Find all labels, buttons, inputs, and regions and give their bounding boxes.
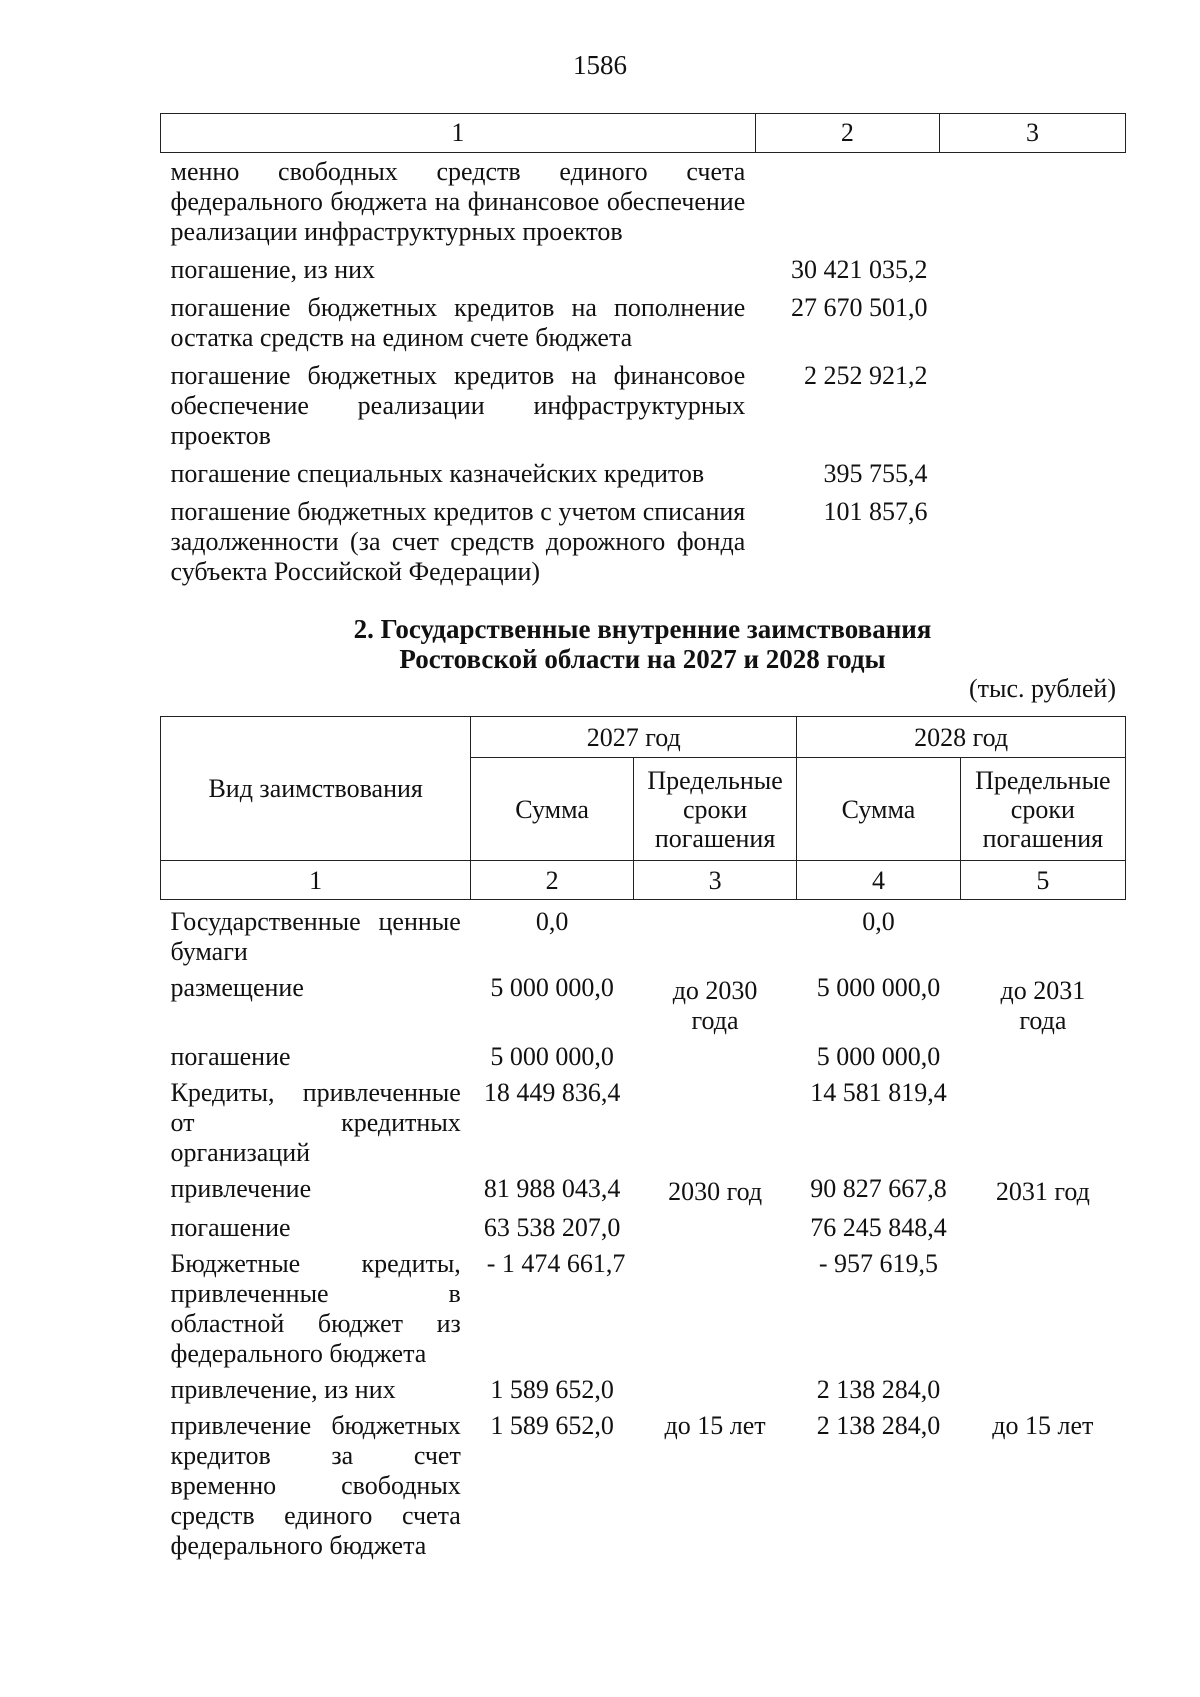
column-number: 5 xyxy=(960,861,1125,900)
row-value xyxy=(755,153,939,252)
column-number: 3 xyxy=(633,861,796,900)
header-sum: Сумма xyxy=(471,758,634,861)
table-row xyxy=(161,1210,1126,1246)
row-term-2028: до 2031 года xyxy=(1000,976,1086,1035)
row-term-2028 xyxy=(960,904,1125,970)
table-row xyxy=(161,289,1126,357)
row-term-2027: до 15 лет xyxy=(664,1411,766,1440)
row-term-2027 xyxy=(633,1039,796,1075)
row-label: менно свободных средств единого счета федерального бюджета на финансовое обеспечение реализации инфраструктурных проектов xyxy=(170,157,746,246)
section-title-line: Ростовской области на 2027 и 2028 годы xyxy=(399,644,886,674)
row-label: размещение xyxy=(170,973,304,1002)
row-label: погашение бюджетных кредитов с учетом списания задолженности (за счет средств дорожного фонда субъекта Российской Федерации) xyxy=(170,497,746,586)
repayment-table xyxy=(160,113,1126,591)
table-header-row xyxy=(161,114,1126,153)
row-sum-2027: 81 988 043,4 xyxy=(483,1174,621,1203)
row-sum-2027: 0,0 xyxy=(535,907,569,936)
row-col3 xyxy=(940,251,1126,289)
table-row xyxy=(161,357,1126,455)
row-label: погашение, из них xyxy=(170,255,376,284)
header-term: Предельные сроки погашения xyxy=(960,758,1125,861)
header-borrowing-type: Вид заимствования xyxy=(161,717,471,861)
table-row xyxy=(161,1246,1126,1372)
row-label: Государственные ценные бумаги xyxy=(170,907,461,966)
page-number: 1586 xyxy=(573,50,627,80)
row-sum-2027: 63 538 207,0 xyxy=(483,1213,621,1242)
table-row xyxy=(161,153,1126,252)
row-sum-2028: 14 581 819,4 xyxy=(810,1078,947,1107)
row-term-2028: до 15 лет xyxy=(992,1411,1094,1440)
row-term-2027: до 2030 года xyxy=(672,976,758,1035)
row-term-2027 xyxy=(633,904,796,970)
table-row xyxy=(161,493,1126,591)
row-sum-2027: 1 589 652,0 xyxy=(490,1375,614,1404)
table-row xyxy=(161,1171,1126,1210)
row-sum-2027: 1 589 652,0 xyxy=(490,1411,614,1440)
column-number: 4 xyxy=(797,861,961,900)
row-sum-2028: 0,0 xyxy=(862,907,895,936)
table-row xyxy=(161,904,1126,970)
table-header-row xyxy=(161,861,1126,900)
row-sum-2028: 2 138 284,0 xyxy=(816,1375,941,1404)
table-row xyxy=(161,1408,1126,1564)
row-label: привлечение xyxy=(170,1174,312,1203)
table-row xyxy=(161,1075,1126,1171)
table-row xyxy=(161,970,1126,1039)
header-sum: Сумма xyxy=(797,758,961,861)
row-value: 30 421 035,2 xyxy=(791,255,928,284)
row-term-2027 xyxy=(633,1246,796,1372)
row-col3 xyxy=(940,493,1126,591)
row-label: погашение специальных казначейских кредитов xyxy=(170,459,705,488)
row-sum-2028: 90 827 667,8 xyxy=(810,1174,947,1203)
row-term-2028 xyxy=(960,1372,1125,1408)
row-term-2028 xyxy=(960,1246,1125,1372)
table-row xyxy=(161,251,1126,289)
row-sum-2027: 18 449 836,4 xyxy=(483,1078,621,1107)
column-number: 3 xyxy=(940,114,1126,153)
row-term-2028 xyxy=(960,1039,1125,1075)
row-sum-2028: 5 000 000,0 xyxy=(816,1042,941,1071)
unit-label: (тыс. рублей) xyxy=(968,674,1116,703)
header-year-2027: 2027 год xyxy=(471,717,797,758)
row-label: погашение xyxy=(170,1213,291,1242)
table-header-row xyxy=(161,717,1126,758)
row-col3 xyxy=(940,289,1126,357)
borrowings-table xyxy=(160,716,1126,1564)
row-col3 xyxy=(940,455,1126,493)
row-label: привлечение, из них xyxy=(170,1375,396,1404)
header-term: Предельные сроки погашения xyxy=(633,758,796,861)
header-year-2028: 2028 год xyxy=(797,717,1126,758)
row-label: Кредиты, привлеченные от кредитных организаций xyxy=(170,1078,461,1167)
table-row xyxy=(161,1039,1126,1075)
column-number: 2 xyxy=(471,861,634,900)
row-sum-2028: 5 000 000,0 xyxy=(816,973,941,1002)
row-term-2028: 2031 год xyxy=(995,1177,1090,1206)
row-term-2027 xyxy=(633,1075,796,1171)
row-label: привлечение бюджетных кредитов за счет временно свободных средств единого счета федерального бюджета xyxy=(170,1411,461,1560)
table-row xyxy=(161,455,1126,493)
row-value: 395 755,4 xyxy=(823,459,928,488)
section-title xyxy=(0,614,1200,674)
row-term-2028 xyxy=(960,1075,1125,1171)
row-sum-2028: 2 138 284,0 xyxy=(816,1411,941,1440)
row-sum-2028: - 957 619,5 xyxy=(818,1249,939,1278)
column-number: 1 xyxy=(161,861,471,900)
row-label: погашение бюджетных кредитов на финансовое обеспечение реализации инфраструктурных проектов xyxy=(170,361,746,450)
table-row xyxy=(161,1372,1126,1408)
row-sum-2027: - 1 474 661,7 xyxy=(486,1249,626,1278)
row-value: 101 857,6 xyxy=(823,497,928,526)
row-term-2028 xyxy=(960,1210,1125,1246)
row-sum-2027: 5 000 000,0 xyxy=(490,1042,614,1071)
row-value: 2 252 921,2 xyxy=(804,361,928,390)
row-col3 xyxy=(940,357,1126,455)
row-value: 27 670 501,0 xyxy=(791,293,928,322)
row-term-2027: 2030 год xyxy=(668,1177,763,1206)
row-label: погашение бюджетных кредитов на пополнение остатка средств на едином счете бюджета xyxy=(170,293,746,352)
row-sum-2027: 5 000 000,0 xyxy=(490,973,614,1002)
row-term-2027 xyxy=(633,1210,796,1246)
row-term-2027 xyxy=(633,1372,796,1408)
row-col3 xyxy=(940,153,1126,252)
column-number: 2 xyxy=(755,114,939,153)
row-label: Бюджетные кредиты, привлеченные в областной бюджет из федерального бюджета xyxy=(170,1249,461,1368)
section-title-line: 2. Государственные внутренние заимствования xyxy=(353,614,932,644)
column-number: 1 xyxy=(161,114,756,153)
row-sum-2028: 76 245 848,4 xyxy=(810,1213,947,1242)
row-label: погашение xyxy=(170,1042,291,1071)
